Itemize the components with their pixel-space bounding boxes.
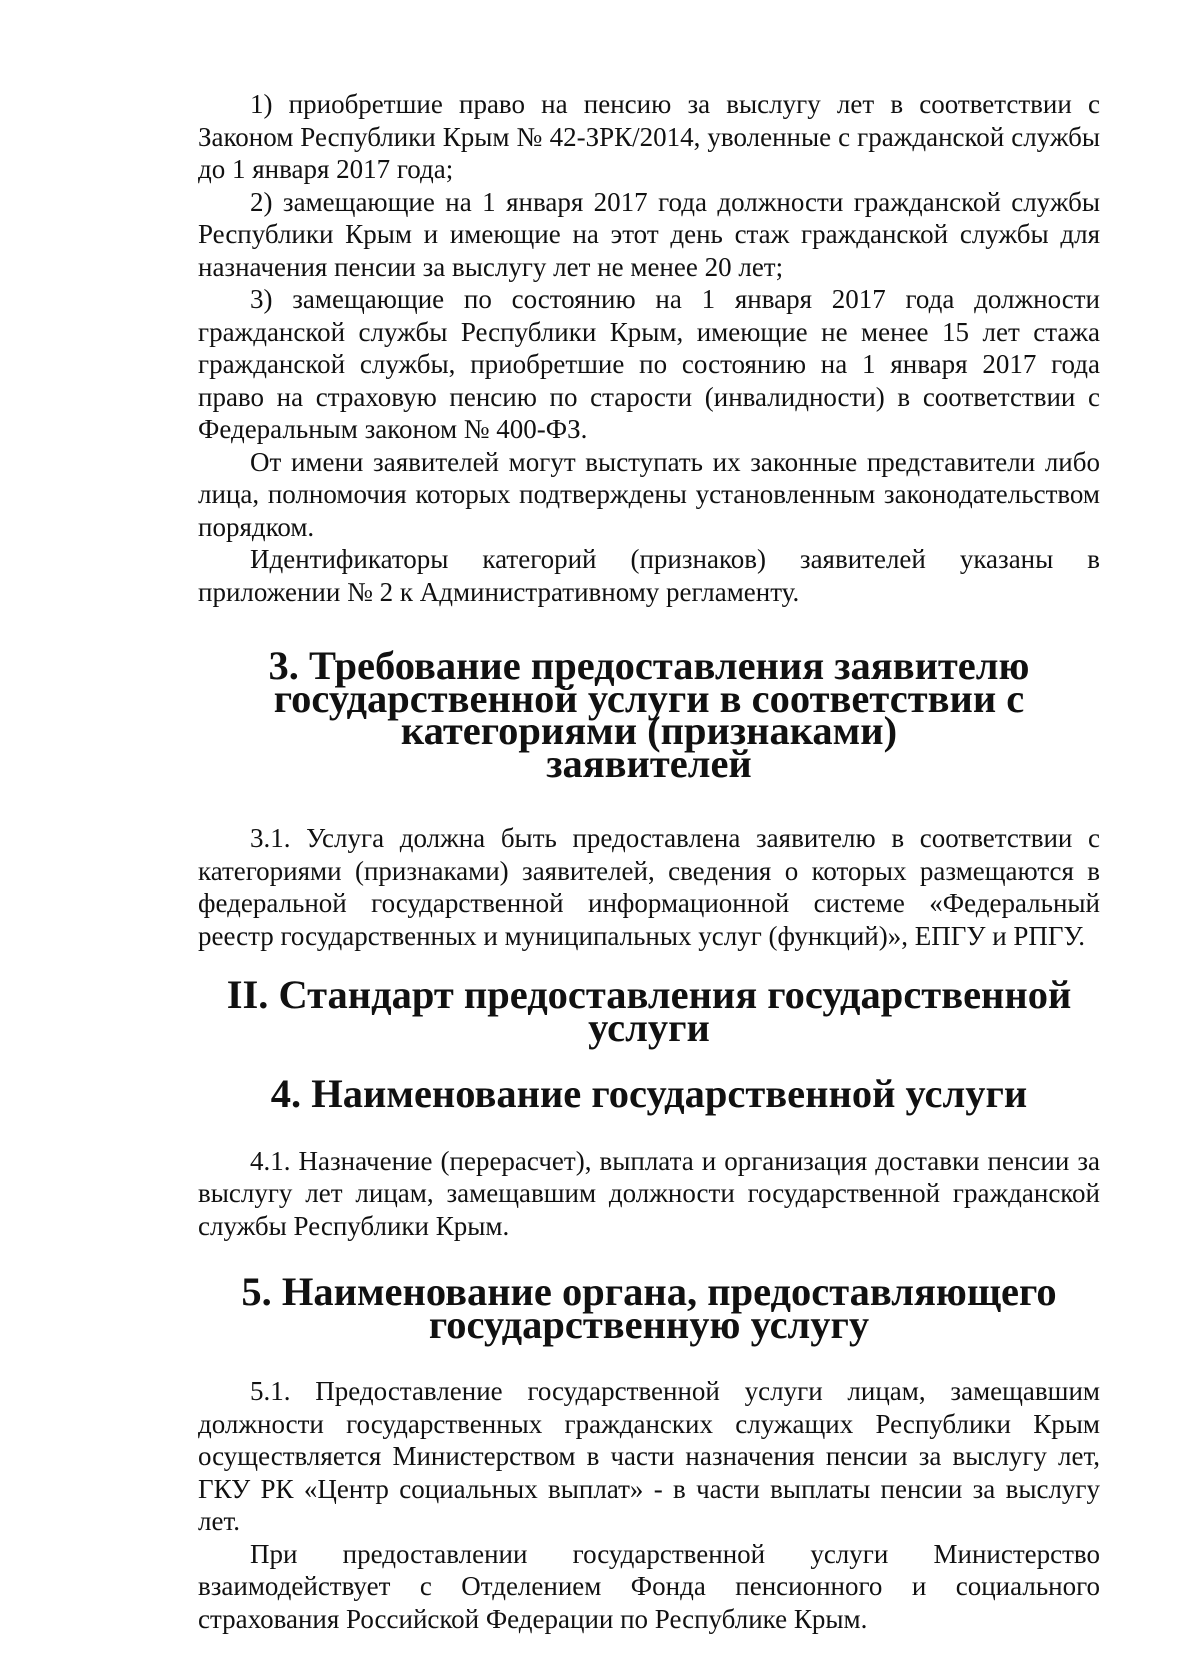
paragraph-3-1: 3.1. Услуга должна быть предоставлена заявителю в соответствии с категориями (признаками) заявителей, сведения о которых размещаются в федеральной государственной информационной системе «Федеральный реестр государственных и муниципальных услуг (функций)», ЕПГУ и РПГУ. <box>198 823 1100 951</box>
section-3-heading <box>198 643 1100 786</box>
document-page <box>198 88 1100 1635</box>
part-2-heading: II. Стандарт предоставления государственной услуги <box>226 972 1072 1050</box>
paragraph-5-1: 5.1. Предоставление государственной услуги лицам, замещавшим должности государственных гражданских служащих Республики Крым осуществляется Министерством в части назначения пенсии за выслугу лет, ГКУ РК «Центр социальных выплат» - в части выплаты пенсии за выслугу лет. <box>198 1376 1100 1536</box>
applicant-category-1: 1) приобретшие право на пенсию за выслугу лет в соответствии с Законом Республики Крым № 42-ЗРК/2014, уволенные с гражданской службы до 1 января 2017 года; <box>198 89 1100 184</box>
section-3-heading-line-1: 3. Требование предоставления заявителю <box>268 643 1030 688</box>
applicant-category-2: 2) замещающие на 1 января 2017 года должности гражданской службы Республики Крым и имеющие на этот день стаж гражданской службы для назначения пенсии за выслугу лет не менее 20 лет; <box>198 186 1100 282</box>
section-5-heading-line-2: государственную услугу <box>428 1301 870 1347</box>
section-4-heading: 4. Наименование государственной услуги <box>270 1071 1028 1116</box>
section-5-heading-line-1: 5. Наименование органа, предоставляющего <box>241 1269 1057 1314</box>
section-5-heading <box>198 1269 1100 1347</box>
identifiers-paragraph: Идентификаторы категорий (признаков) заявителей указаны в приложении № 2 к Административному регламенту. <box>198 544 1100 607</box>
section-3-heading-line-2: государственной услуги в соответствии с категориями (признаками) <box>273 675 1025 753</box>
representatives-paragraph: От имени заявителей могут выступать их законные представители либо лица, полномочия которых подтверждены установленным законодательством порядком. <box>198 446 1100 542</box>
applicant-category-3: 3) замещающие по состоянию на 1 января 2017 года должности гражданской службы Республики Крым, имеющие не менее 15 лет стажа гражданской службы, приобретшие по состоянию на 1 января 2017 года право на страховую пенсию по старости (инвалидности) в соответствии с Федеральным законом № 400-ФЗ. <box>198 284 1100 444</box>
section-3-heading-line-3: заявителей <box>546 740 752 786</box>
paragraph-5-interaction: При предоставлении государственной услуги Министерство взаимодействует с Отделением Фонда пенсионного и социального страхования Российской Федерации по Республике Крым. <box>198 1538 1100 1634</box>
paragraph-4-1: 4.1. Назначение (перерасчет), выплата и организация доставки пенсии за выслугу лет лицам, замещавшим должности государственной гражданской службы Республики Крым. <box>198 1145 1100 1241</box>
